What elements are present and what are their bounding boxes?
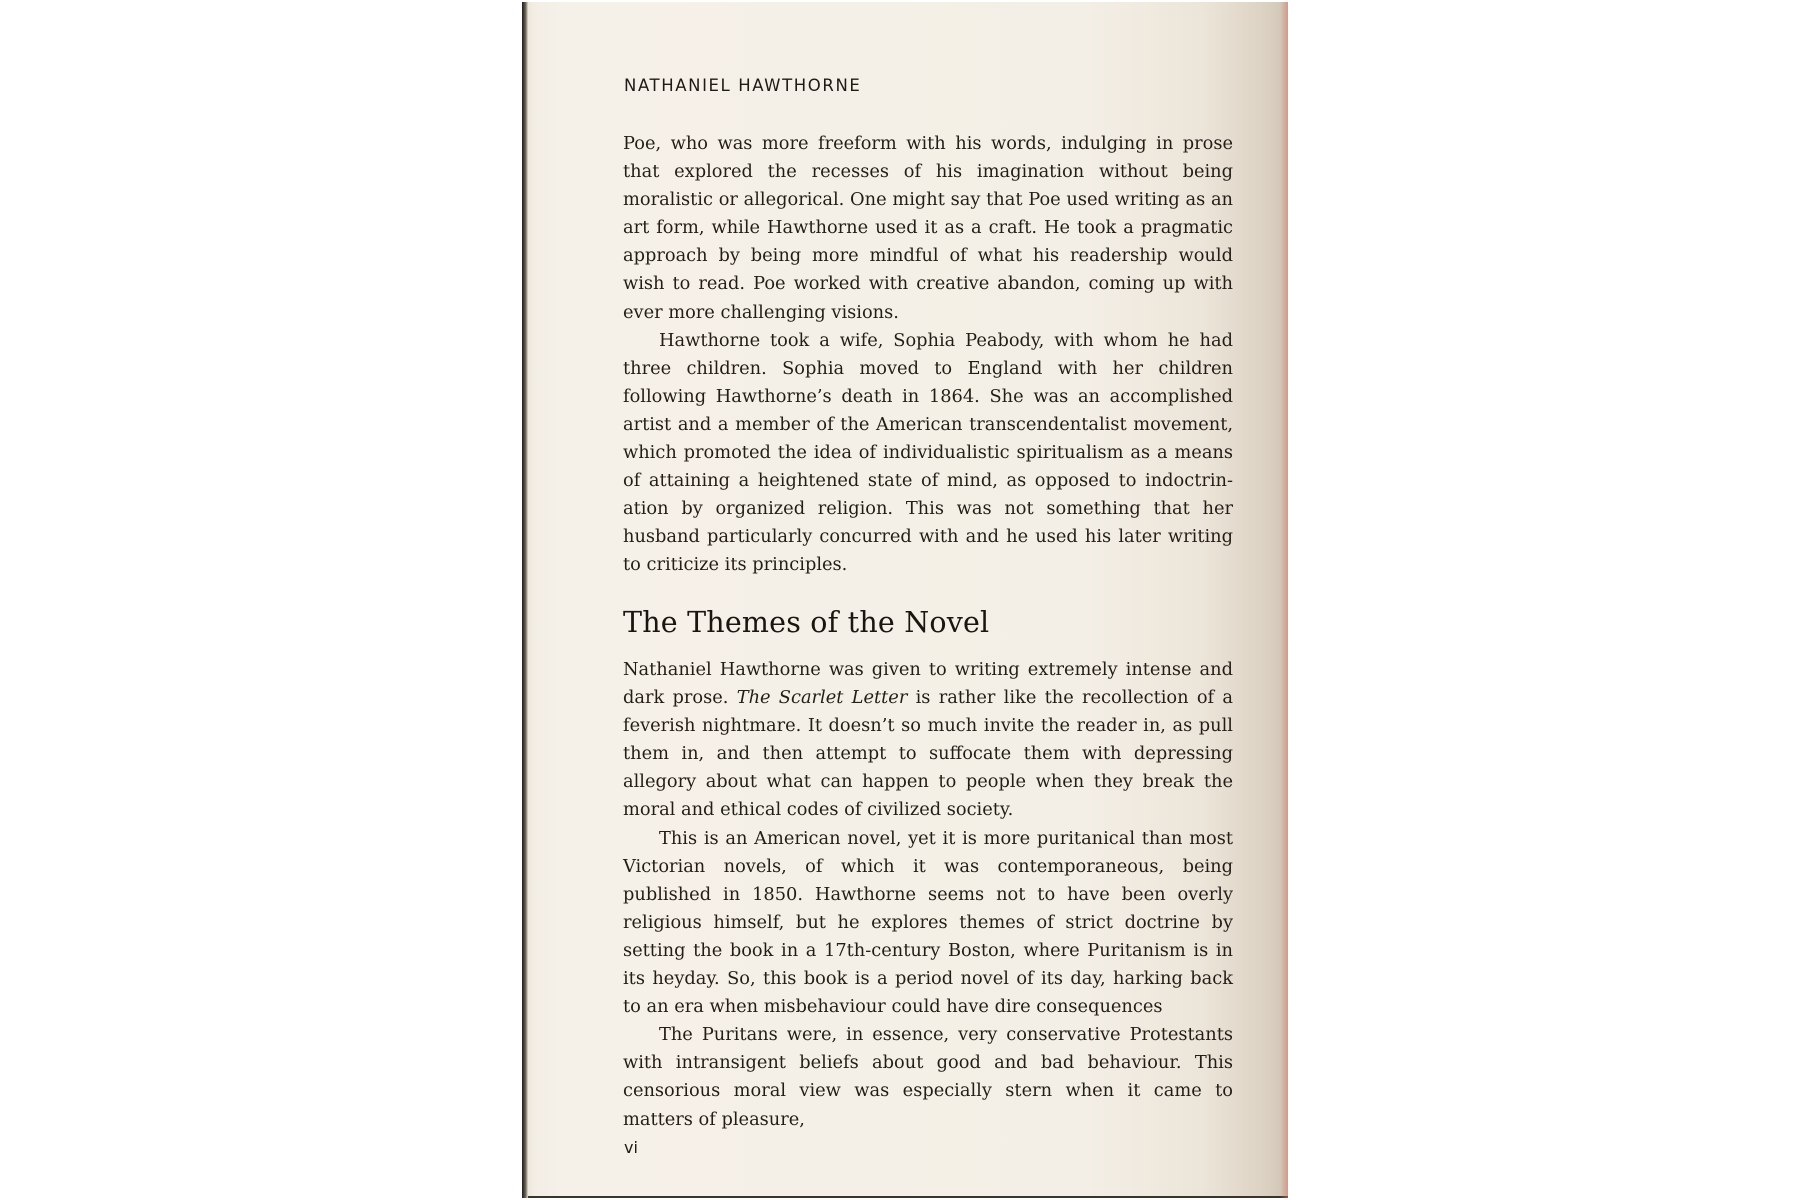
page-spine-edge	[522, 2, 528, 1198]
paragraph-american-novel: This is an American novel, yet it is more puritanical than most Victorian novels, of which it was contemporaneous, being published in 1850. Hawthorne seems not to have been overly religious himself, but he explores themes of strict doctrine by setting the book in a 17th-century Boston, where Puritanism is in its heyday. So, this book is a period novel of its day, harking back to an era when misbehaviour could have dire consequences	[623, 827, 1233, 1018]
section-heading: The Themes of the Novel	[623, 606, 990, 639]
page-number: vi	[624, 1138, 638, 1157]
book-page	[522, 2, 1288, 1198]
paragraph-sophia: Hawthorne took a wife, Sophia Peabody, with whom he had three children. Sophia moved to England with her children following Hawthorne’s death in 1864. She was an accomplished artist and a member of the American transcendentalist movement, which promoted the idea of individualistic spiritualism as a means of attaining a heightened state of mind, as opposed to indoctrination by organized religion. This was not something that her husband particularly concurred with and he used his later writing to criticize its principles.	[623, 329, 1233, 576]
body-text-themes	[623, 656, 1233, 1134]
paragraph-themes-intro	[623, 656, 1233, 825]
paragraph-themes-intro-start: Nathaniel Hawthorne was given to writing extremely intense and dark prose.	[623, 659, 1233, 709]
paragraph-puritans: The Puritans were, in essence, very conservative Protestants with intransigent beliefs about good and bad behaviour. This censorious moral view was especially stern when it came to matters of pleasure,	[623, 1024, 1233, 1130]
paragraph-themes-intro-end: is rather like the recollection of a feverish nightmare. It doesn’t so much invite the reader in, as pull them in, and then attempt to suffocate them with depressing allegory about what can happen to people when they break the moral and ethical codes of civilized society.	[623, 687, 1233, 821]
running-head: NATHANIEL HAWTHORNE	[624, 76, 862, 95]
body-text-top	[623, 130, 1233, 580]
paragraph-poe-continued: Poe, who was more freeform with his words, indulging in prose that explored the recesses of his imagination without being moralistic or allegorical. One might say that Poe used writing as an art form, while Hawthorne used it as a craft. He took a pragmatic approach by being more mindful of what his readership would wish to read. Poe worked with creative abandon, coming up with ever more challenging visions.	[623, 133, 1233, 323]
page-fore-edge	[1280, 2, 1288, 1198]
book-title: The Scarlet Letter	[736, 687, 908, 709]
